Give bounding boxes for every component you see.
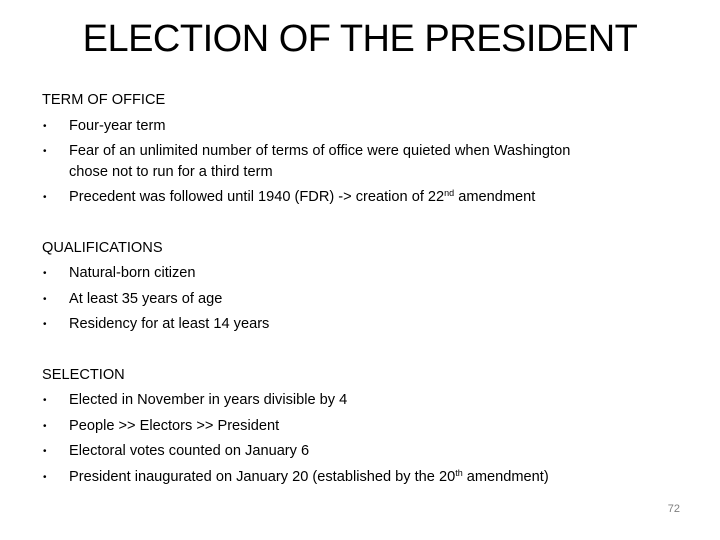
slide-title: ELECTION OF THE PRESIDENT [82,18,638,60]
bullet-item [42,465,682,491]
slide-content [42,88,682,490]
bullet-text: People >> Electors >> President [69,417,280,434]
bullet-list [42,114,682,211]
bullet-text-tail: amendment) [462,468,549,485]
section-heading: SELECTION [42,366,125,383]
bullet-text-tail: amendment [454,189,536,205]
bullet-item [42,139,682,185]
bullet-text: Residency for at least 14 years [69,316,270,332]
bullet-item [42,185,682,211]
bullet-text: Elected in November in years divisible by 4 [69,392,348,408]
bullet-list [42,388,682,490]
bullet-text-main: Precedent was followed until 1940 (FDR) -> creation of 22 [69,189,445,205]
section-selection [42,363,682,491]
bullet-text-main: President inaugurated on January 20 (established by the 20 [69,468,456,485]
bullet-text [69,465,682,491]
section-heading: QUALIFICATIONS [42,239,163,256]
bullet-dot: • [43,395,47,406]
section-heading: TERM OF OFFICE [42,92,166,108]
bullet-text: Natural-born citizen [69,265,196,281]
bullet-text-continuation: chose not to run for a third term [69,163,273,180]
bullet-text: Fear of an unlimited number of terms of office were quieted when Washington [69,143,571,159]
bullet-item [42,114,682,140]
bullet-dot: • [43,319,47,330]
section-qualifications [42,236,682,338]
bullet-item [42,388,682,414]
bullet-dot: • [43,120,47,132]
bullet-item [42,312,682,338]
bullet-item [42,439,682,465]
section-term-of-office [42,88,682,211]
bullet-dot: • [43,293,47,305]
bullet-dot: • [43,268,47,279]
bullet-dot: • [43,471,47,483]
bullet-list [42,261,682,338]
bullet-item [42,414,682,440]
bullet-dot: • [43,146,47,157]
ordinal-suffix: th [455,467,463,478]
bullet-item [42,261,682,287]
page-number: 72 [667,503,680,515]
bullet-text: Electoral votes counted on January 6 [69,443,310,459]
bullet-text: Four-year term [69,117,166,134]
bullet-text [69,185,682,211]
bullet-text: At least 35 years of age [69,290,223,307]
bullet-dot: • [43,420,47,432]
bullet-dot: • [43,446,47,457]
ordinal-suffix: nd [444,188,455,198]
bullet-dot: • [43,192,47,203]
bullet-item [42,287,682,313]
